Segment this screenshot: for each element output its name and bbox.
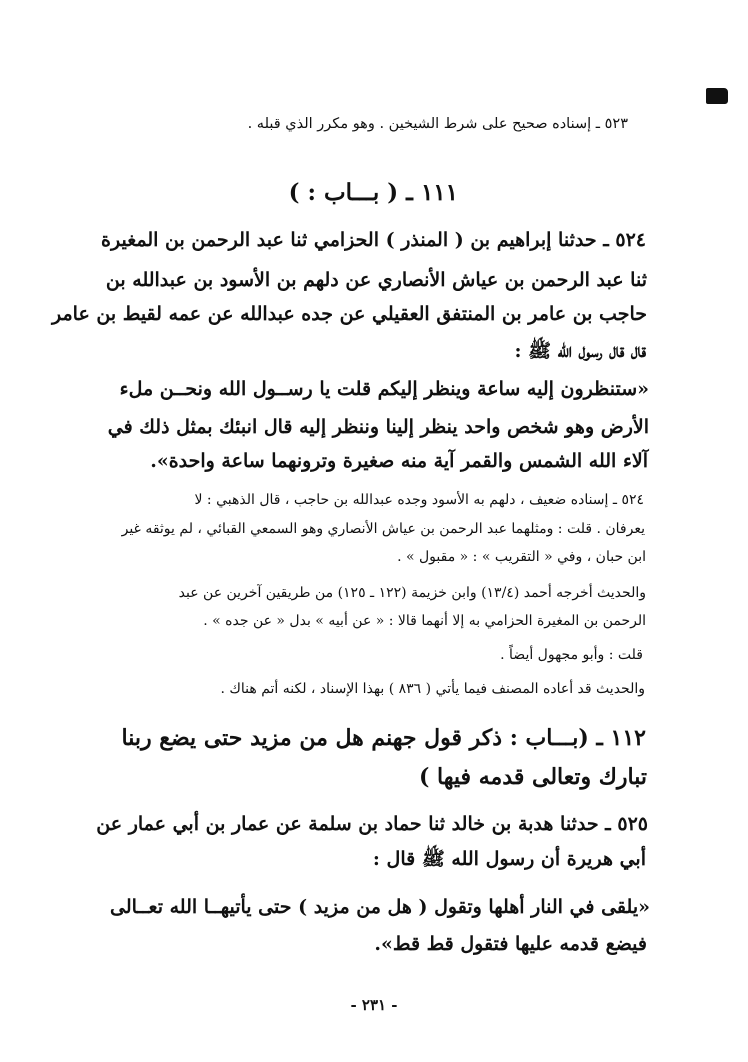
hadith-525-isnad-line: أبي هريرة أن رسول الله ﷺ قال : xyxy=(372,848,646,870)
hadith-525-matn-line: «يلقى في النار أهلها وتقول ( هل من مزيد ) حتى يأتيهــا الله تعــالى xyxy=(110,896,650,918)
hadith-525-isnad-line: ٥٢٥ ـ حدثنا هدبة بن خالد ثنا حماد بن سلمة عن عمار بن أبي عمار عن xyxy=(96,813,648,835)
previous-hadith-note: ٥٢٣ ـ إسناده صحيح على شرط الشيخين . وهو مكرر الذي قبله . xyxy=(247,116,628,132)
footnote-line: قلت : وأبو مجهول أيضاً . xyxy=(500,647,643,663)
footnote-line: والحديث قد أعاده المصنف فيما يأتي ( ٨٣٦ ) بهذا الإسناد ، لكنه أتم هناك . xyxy=(220,681,645,697)
chapter-112-heading-line: تبارك وتعالى قدمه فيها ) xyxy=(418,764,647,790)
footnote-line: والحديث أخرجه أحمد (١٣/٤) وابن خزيمة (١٢٢ ـ ١٢٥) من طريقين آخرين عن عبد xyxy=(178,585,646,601)
footnote-line: ابن حبان ، وفي « التقريب » : « مقبول » . xyxy=(397,549,646,565)
hadith-524-matn-line: آلاء الله الشمس والقمر آية منه صغيرة وترونهما ساعة واحدة». xyxy=(150,450,648,472)
hadith-524-matn-line: «ستنظرون إليه ساعة وينظر إليكم قلت يا رســول الله ونحــن ملء xyxy=(119,378,649,400)
footnote-line: الرحمن بن المغيرة الحزامي به إلا أنهما قالا : « عن أبيه » بدل « عن جده » . xyxy=(203,613,646,629)
hadith-524-isnad-line: ٥٢٤ ـ حدثنا إبراهيم بن ( المنذر ) الحزامي ثنا عبد الرحمن بن المغيرة xyxy=(101,229,646,251)
hadith-524-isnad-line: قال قال رسول الله ﷺ : xyxy=(514,340,646,362)
hadith-524-isnad-line: حاجب بن عامر بن المنتفق العقيلي عن جده عبدالله عن عمه لقيط بن عامر xyxy=(52,303,647,325)
chapter-112-heading-line: ١١٢ ـ (بـــاب : ذكر قول جهنم هل من مزيد حتى يضع ربنا xyxy=(121,725,646,751)
footnote-line: ٥٢٤ ـ إسناده ضعيف ، دلهم به الأسود وجده عبدالله بن حاجب ، قال الذهبي : لا xyxy=(194,492,644,508)
footnote-line: يعرفان . قلت : ومثلهما عبد الرحمن بن عياش الأنصاري وهو السمعي القبائي ، لم يوثقه غير xyxy=(121,521,645,537)
hadith-524-matn-line: الأرض وهو شخص واحد ينظر إلينا وننظر إليه قال انبئك بمثل ذلك في xyxy=(107,416,649,438)
page-number: - ٢٣١ - xyxy=(350,996,398,1014)
page-edge-mark xyxy=(706,88,728,104)
hadith-525-matn-line: فيضع قدمه عليها فتقول قط قط». xyxy=(374,933,647,955)
chapter-111-heading: ١١١ ـ ( بـــاب : ) xyxy=(288,179,458,206)
hadith-524-isnad-line: ثنا عبد الرحمن بن عياش الأنصاري عن دلهم بن الأسود بن عبدالله بن xyxy=(105,269,647,291)
